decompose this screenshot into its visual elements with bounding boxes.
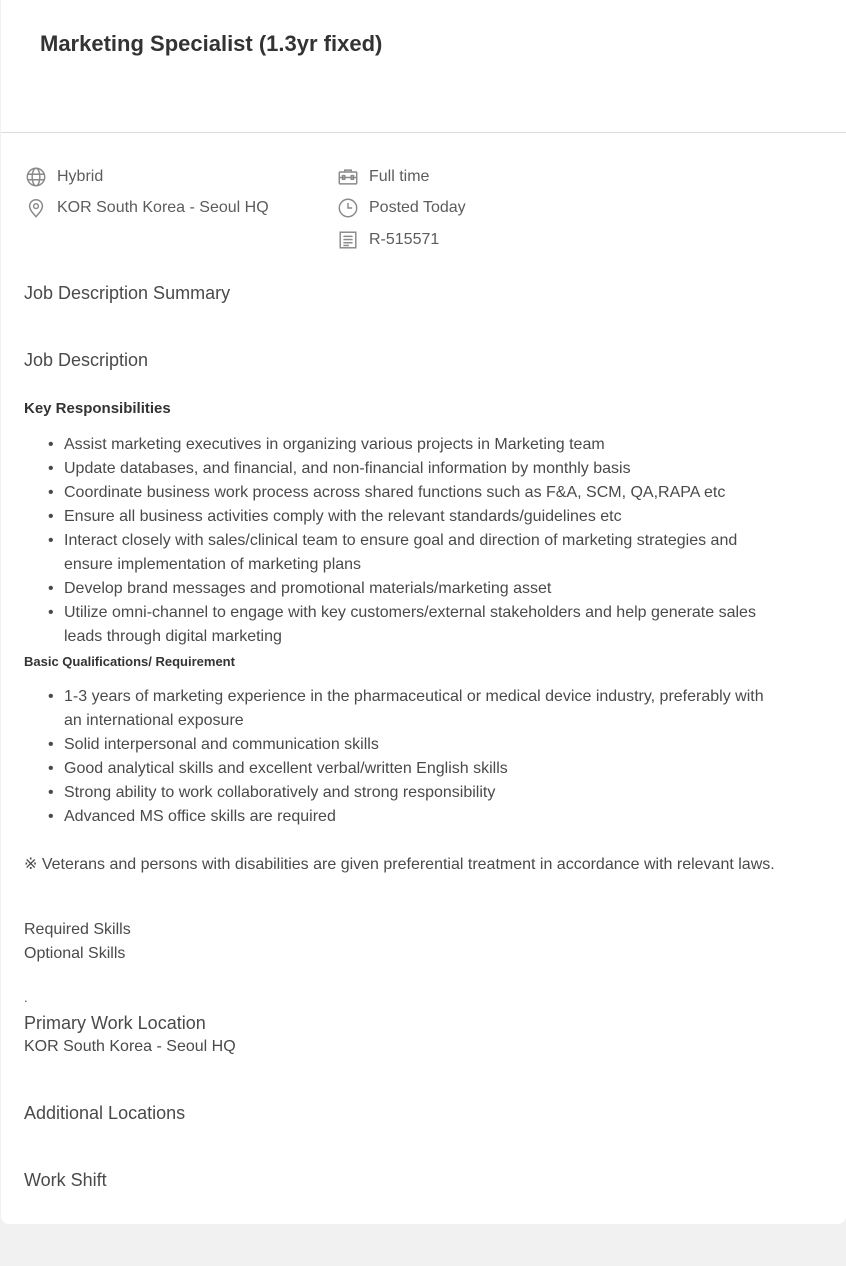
document-icon bbox=[337, 229, 359, 251]
meta-time-type bbox=[337, 165, 429, 189]
job-description-heading: Job Description bbox=[24, 350, 149, 370]
briefcase-icon bbox=[337, 166, 359, 188]
qualifications-heading: Basic Qualifications/ Requirement bbox=[24, 654, 235, 669]
key-responsibilities-heading: Key Responsibilities bbox=[24, 400, 171, 417]
meta-posted bbox=[337, 196, 466, 220]
responsibilities-list bbox=[24, 433, 784, 649]
meta-requisition bbox=[337, 228, 439, 252]
primary-work-location-value: KOR South Korea - Seoul HQ bbox=[24, 1038, 236, 1055]
job-header bbox=[1, 0, 846, 133]
meta-location bbox=[25, 196, 269, 220]
work-shift-heading: Work Shift bbox=[24, 1170, 107, 1190]
meta-requisition-label: R-515571 bbox=[369, 231, 440, 248]
list-item: • Coordinate business work process across shared functions such as F&A, SCM, QA,RAPA etc bbox=[24, 481, 784, 505]
qualifications-list bbox=[24, 685, 784, 829]
required-skills-label: Required Skills bbox=[24, 921, 131, 938]
list-item: • Solid interpersonal and communication skills bbox=[24, 733, 784, 757]
globe-icon bbox=[25, 166, 47, 188]
list-item: • Develop brand messages and promotional materials/marketing asset bbox=[24, 577, 784, 601]
additional-locations-heading: Additional Locations bbox=[24, 1103, 186, 1123]
veterans-note: ※ Veterans and persons with disabilities are given preferential treatment in accordance with relevant laws. bbox=[24, 856, 775, 873]
job-description-summary-heading: Job Description Summary bbox=[24, 283, 231, 303]
separator-dot: . bbox=[24, 990, 28, 1005]
list-item: • Assist marketing executives in organizing various projects in Marketing team bbox=[24, 433, 784, 457]
meta-work-mode bbox=[25, 165, 103, 189]
list-item: • Interact closely with sales/clinical team to ensure goal and direction of marketing strategies and ensure implementation of marketing plans bbox=[24, 529, 784, 577]
location-pin-icon bbox=[25, 197, 47, 219]
job-title: Marketing Specialist (1.3yr fixed) bbox=[40, 31, 383, 56]
meta-posted-label: Posted Today bbox=[369, 199, 466, 216]
meta-time-type-label: Full time bbox=[369, 168, 430, 185]
meta-location-label: KOR South Korea - Seoul HQ bbox=[57, 199, 269, 216]
list-item: • 1-3 years of marketing experience in the pharmaceutical or medical device industry, preferably with an international exposure bbox=[24, 685, 784, 733]
clock-icon bbox=[337, 197, 359, 219]
list-item: • Ensure all business activities comply with the relevant standards/guidelines etc bbox=[24, 505, 784, 529]
list-item: • Advanced MS office skills are required bbox=[24, 805, 784, 829]
optional-skills-label: Optional Skills bbox=[24, 945, 126, 962]
primary-work-location-heading: Primary Work Location bbox=[24, 1013, 206, 1033]
job-detail-card bbox=[1, 0, 846, 1224]
list-item: • Update databases, and financial, and non-financial information by monthly basis bbox=[24, 457, 784, 481]
list-item: • Strong ability to work collaboratively and strong responsibility bbox=[24, 781, 784, 805]
list-item: • Utilize omni-channel to engage with key customers/external stakeholders and help generate sales leads through digital marketing bbox=[24, 601, 784, 649]
meta-work-mode-label: Hybrid bbox=[57, 168, 104, 185]
list-item: • Good analytical skills and excellent verbal/written English skills bbox=[24, 757, 784, 781]
